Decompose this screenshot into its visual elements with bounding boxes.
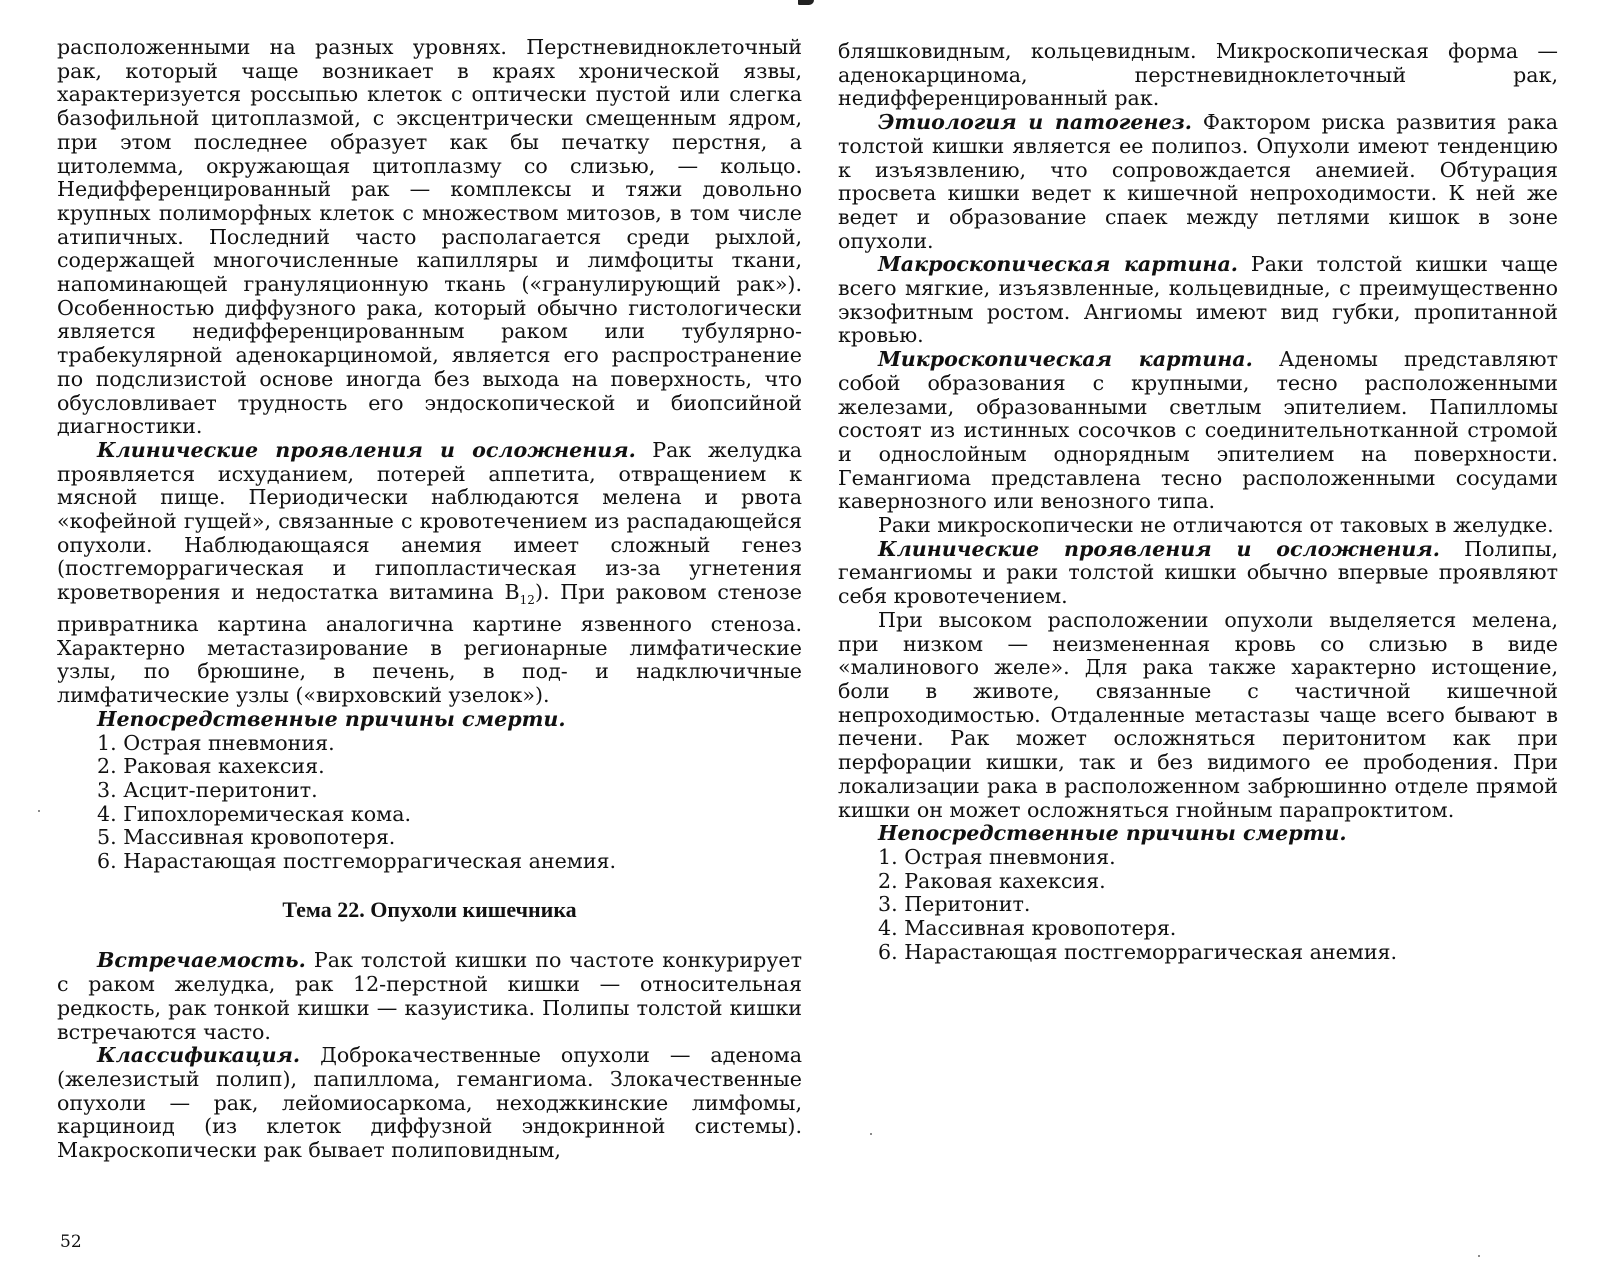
scan-speck <box>38 810 40 812</box>
macro-text: Раки толстой кишки чаще всего мягкие, изъязвленные, кольцевидные, с преимущественно экзофитным ростом. Ангиомы имеют вид губки, пропитанной кровью. <box>838 252 1558 348</box>
occurrence-text: Рак толстой кишки по частоте конкурирует с раком желудка, рак 12-перстной кишки — относительная редкость, рак тонкой кишки — казуистика. Полипы толстой кишки встречаются часто. <box>57 948 802 1044</box>
list-item: 4. Гипохлоремическая кома. <box>97 801 412 826</box>
scan-mark <box>798 0 814 5</box>
list-item: 6. Нарастающая постгеморрагическая анемия. <box>97 849 617 874</box>
left-intro-paragraph: расположенными на разных уровнях. Перстневидноклеточный рак, который чаще возникает в краях хронической язвы, характеризуется россыпью клеток с оптически пустой или слегка базофильной цитоплазмой, с эксцентрически смещенным ядром, при этом последнее образует как бы печатку перстня, а цитолемма, окружающая цитоплазму со слизью, — кольцо. Недифференцированный рак — комплексы и тяжи довольно крупных полиморфных клеток с множеством митозов, в том числе атипичных. Последний часто располагается среди рыхлой, содержащей многочисленные капилляры и лимфоциты ткани, напоминающей грануляционную ткань («гранулирующий рак»). Особенностью диффузного рака, который обычно гистологически является недифференцированным раком или тубулярно-трабекулярной аденокарциномой, является его распространение по подслизистой основе иногда без выхода на поверхность, что обусловливает трудность его эндоскопической и биопсийной диагностики. <box>57 35 802 439</box>
right-clinical-heading: Клинические проявления и осложнения. <box>878 536 1440 561</box>
right-page-column <box>838 40 1558 964</box>
page-number: 52 <box>60 1232 82 1252</box>
etiology-heading: Этиология и патогенез. <box>878 110 1192 135</box>
classification-paragraph <box>57 1044 802 1163</box>
micro-heading: Микроскопическая картина. <box>878 347 1253 372</box>
left-clinical-paragraph <box>57 439 802 708</box>
left-page-column <box>57 36 802 1163</box>
right-clinical-text: Полипы, гемангиомы и раки толстой кишки обычно впервые проявляют себя кровотечением. <box>838 536 1558 609</box>
list-item: 1. Острая пневмония. <box>97 730 335 755</box>
topic-title: Тема 22. Опухоли кишечника <box>282 896 577 922</box>
right-death-causes-heading: Непосредственные причины смерти. <box>878 821 1347 846</box>
list-item: 1. Острая пневмония. <box>878 844 1116 869</box>
list-item: 3. Перитонит. <box>878 892 1031 917</box>
list-item: 6. Нарастающая постгеморрагическая анемия. <box>878 939 1398 964</box>
left-death-causes-list <box>57 732 802 874</box>
macro-paragraph <box>838 253 1558 348</box>
list-item: 5. Массивная кровопотеря. <box>97 825 396 850</box>
micro-text: Аденомы представляют собой образования с крупными, тесно расположенными железами, образованными светлым эпителием. Папилломы состоят из истинных сосочков с соединительнотканной стромой и однослойным однорядным эпителием на поверхности. Гемангиома представлена тесно расположенными сосудами кавернозного или венозного типа. <box>838 347 1559 514</box>
right-clinical-paragraph <box>838 538 1558 609</box>
macro-heading: Макроскопическая картина. <box>878 252 1238 277</box>
scan-speck <box>1478 1255 1480 1257</box>
classification-heading: Классификация. <box>97 1043 301 1068</box>
vitamin-subscript: 12 <box>519 593 535 608</box>
list-item: 4. Массивная кровопотеря. <box>878 916 1177 941</box>
left-death-causes-heading: Непосредственные причины смерти. <box>97 706 566 731</box>
occurrence-heading: Встречаемость. <box>97 948 306 973</box>
left-clinical-text-1: Рак желудка проявляется исхуданием, потерей аппетита, отвращением к мясной пище. Периодически наблюдаются мелена и рвота «кофейной гущей», связанные с кровотечением из распадающейся опухоли. Наблюдающаяся анемия имеет сложный генез (постгеморрагическая и гипопластическая из-за угнетения кроветворения и недостатка витамина B <box>57 437 802 605</box>
classification-text: Доброкачественные опухоли — аденома (железистый полип), папиллома, гемангиома. Злокачественные опухоли — рак, лейомиосаркома, неходжкинские лимфомы, карциноид (из клеток диффузной эндокринной системы). Макроскопически рак бывает полиповидным, <box>57 1043 802 1163</box>
right-death-causes-list <box>838 846 1558 965</box>
etiology-text: Фактором риска развития рака толстой кишки является ее полипоз. Опухоли имеют тенденцию к изъязвлению, что сопровождается анемией. Обтурация просвета кишки ведет к кишечной непроходимости. К ней же ведет и образование спаек между петлями кишок в зоне опухоли. <box>838 110 1558 253</box>
location-paragraph: При высоком расположении опухоли выделяется мелена, при низком — неизмененная кровь со слизью в виде «малинового желе». Для рака также характерно истощение, боли в животе, связанные с частичной кишечной непроходимостью. Отдаленные метастазы чаще всего бывают в печени. Рак может осложняться перитонитом как при перфорации кишки, так и без видимого ее прободения. При локализации рака в расположенном забрюшинно отделе прямой кишки он может осложняться гнойным парапроктитом. <box>838 607 1558 822</box>
etiology-paragraph <box>838 111 1558 253</box>
scan-speck <box>870 1133 872 1135</box>
left-clinical-text-2: ). При раковом стенозе привратника картина аналогична картине язвенного стеноза. Характерно метастазирование в регионарные лимфатические узлы, по брюшине, в печень, в под- и надключичные лимфатические узлы («вирховский узелок»). <box>57 580 802 708</box>
list-item: 3. Асцит-перитонит. <box>97 777 318 802</box>
right-continuation-paragraph: бляшковидным, кольцевидным. Микроскопическая форма — аденокарцинома, перстневидноклеточный рак, недифференцированный рак. <box>838 39 1558 111</box>
left-clinical-heading: Клинические проявления и осложнения. <box>97 437 636 462</box>
micro-paragraph <box>838 348 1558 514</box>
list-item: 2. Раковая кахексия. <box>97 754 325 779</box>
micro-cancer-paragraph: Раки микроскопически не отличаются от таковых в желудке. <box>878 513 1554 538</box>
list-item: 2. Раковая кахексия. <box>878 868 1106 893</box>
occurrence-paragraph <box>57 949 802 1044</box>
